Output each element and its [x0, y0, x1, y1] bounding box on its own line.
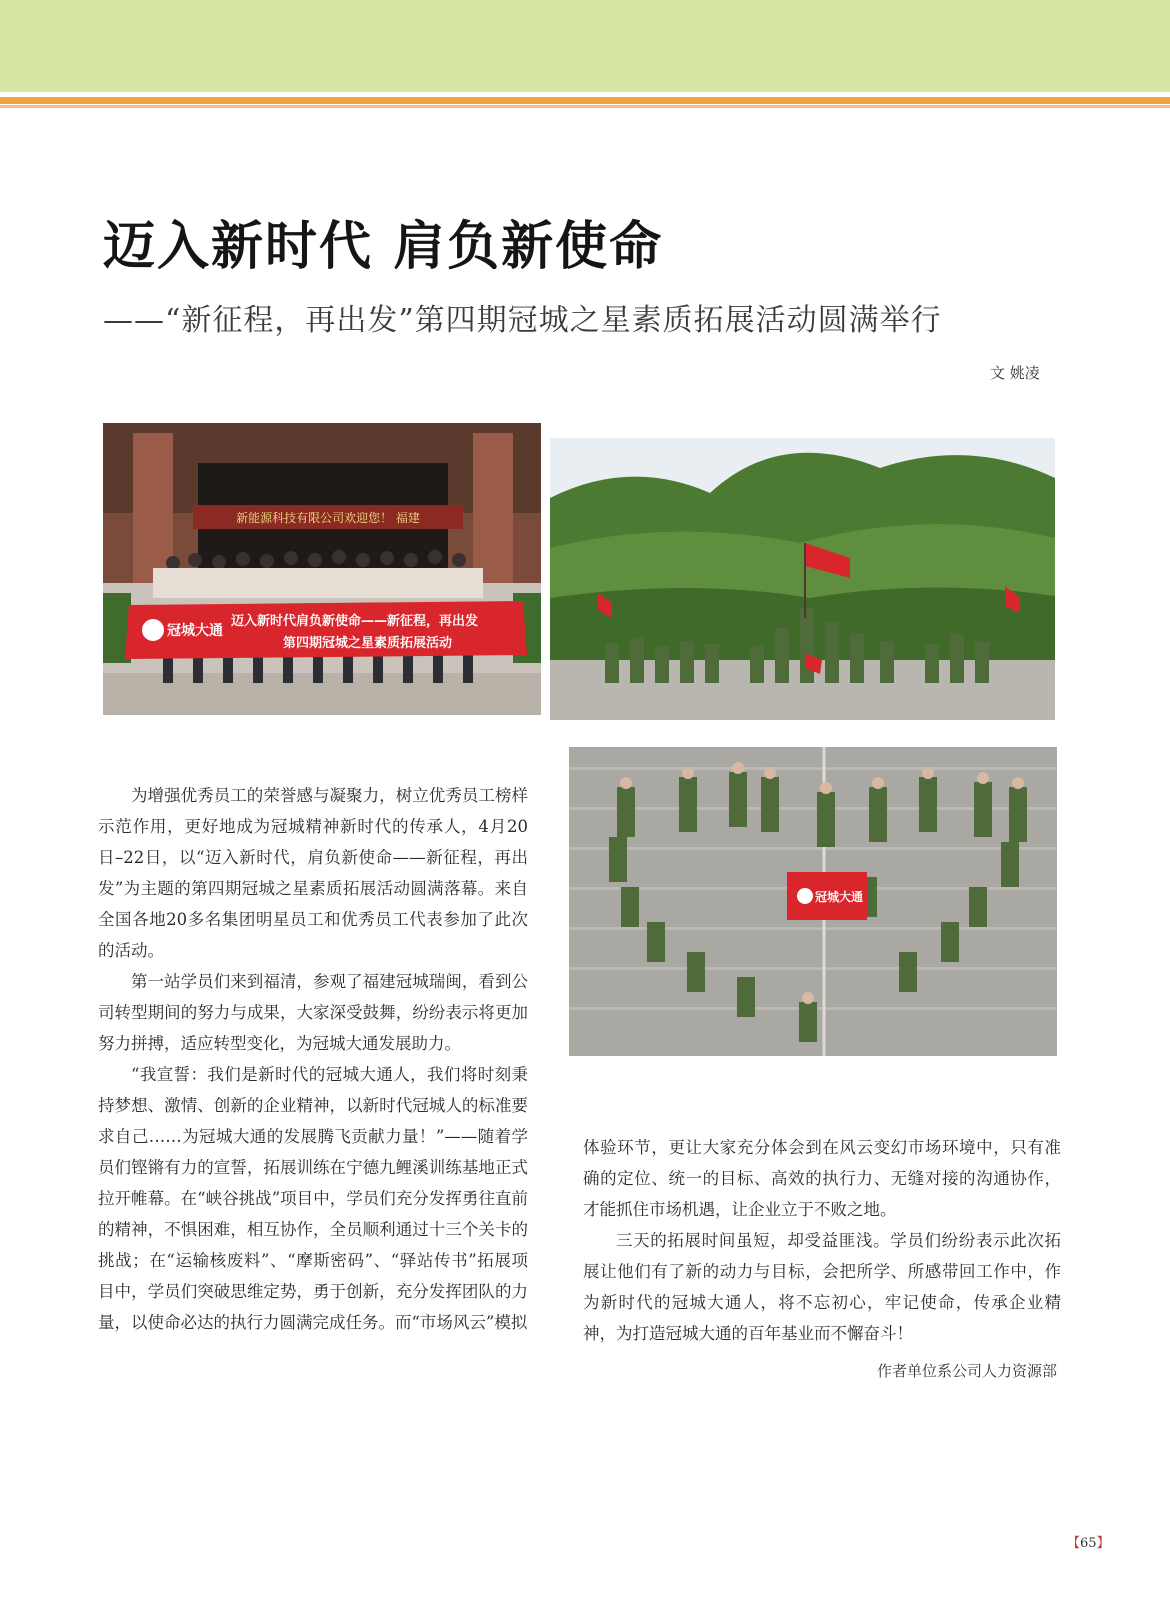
- article-body-left: [98, 780, 528, 1338]
- heart-banner-brand: 冠城大通: [815, 890, 864, 904]
- article-byline: 文 姚凌: [990, 364, 1040, 382]
- page-number-bracket-open: 【: [1067, 1536, 1081, 1551]
- page-number-value: 65: [1080, 1536, 1097, 1551]
- header-band: [0, 0, 1170, 92]
- paragraph: 体验环节，更让大家充分体会到在风云变幻市场环境中，只有准确的定位、统一的目标、高效的执行力、无缝对接的沟通协作，才能抓住市场机遇，让企业立于不败之地。: [583, 1138, 1061, 1219]
- mountain-team-photo: [550, 438, 1055, 720]
- heart-formation-photo: [569, 747, 1057, 1056]
- paragraph: 为增强优秀员工的荣誉感与凝聚力，树立优秀员工榜样示范作用，更好地成为冠城精神新时代的传承人，4月20日–22日，以“迈入新时代，肩负新使命——新征程，再出发”为主题的第四期冠城之星素质拓展活动圆满落幕。来自全国各地20多名集团明星员工和优秀员工代表参加了此次的活动。: [98, 786, 528, 960]
- paragraph: “我宣誓：我们是新时代的冠城大通人，我们将时刻秉持梦想、激情、创新的企业精神，以新时代冠城人的标准要求自己……为冠城大通的发展腾飞贡献力量！”——随着学员们铿锵有力的宣誓，拓展训练在宁德九鲤溪训练基地正式拉开帷幕。在“峡谷挑战”项目中，学员们充分发挥勇往直前的精神，不惧困难，相互协作，全员顺利通过十三个关卡的挑战；在“运输核废料”、“摩斯密码”、“驿站传书”拓展项目中，学员们突破思维定势，勇于创新，充分发挥团队的力量，以使命必达的执行力圆满完成任务。而“市场风云”模拟: [98, 1065, 528, 1332]
- group-photo: [103, 423, 541, 715]
- header-rule: [0, 97, 1170, 104]
- page-number: [1067, 1532, 1110, 1551]
- page-number-bracket-close: 】: [1096, 1536, 1110, 1551]
- banner-brand: 冠城大通: [167, 623, 223, 639]
- article-title: 迈入新时代 肩负新使命: [103, 217, 664, 277]
- article-body-right: [583, 1132, 1061, 1349]
- paragraph: 第一站学员们来到福清，参观了福建冠城瑞闽，看到公司转型期间的努力与成果，大家深受鼓舞，纷纷表示将更加努力拼搏，适应转型变化，为冠城大通发展助力。: [98, 972, 528, 1053]
- banner-line2: 第四期冠城之星素质拓展活动: [283, 636, 453, 651]
- banner-line1: 迈入新时代肩负新使命——新征程，再出发: [231, 614, 479, 629]
- paragraph: 三天的拓展时间虽短，却受益匪浅。学员们纷纷表示此次拓展让他们有了新的动力与目标，会把所学、所感带回工作中，作为新时代的冠城大通人，将不忘初心，牢记使命，传承企业精神，为打造冠城大通的百年基业而不懈奋斗！: [583, 1231, 1061, 1343]
- author-affiliation: 作者单位系公司人力资源部: [876, 1362, 1057, 1380]
- header-rule-secondary: [0, 105, 1170, 108]
- welcome-sign: 新能源科技有限公司欢迎您！ 福建: [236, 511, 420, 525]
- article-subtitle: ——“新征程，再出发”第四期冠城之星素质拓展活动圆满举行: [103, 303, 942, 338]
